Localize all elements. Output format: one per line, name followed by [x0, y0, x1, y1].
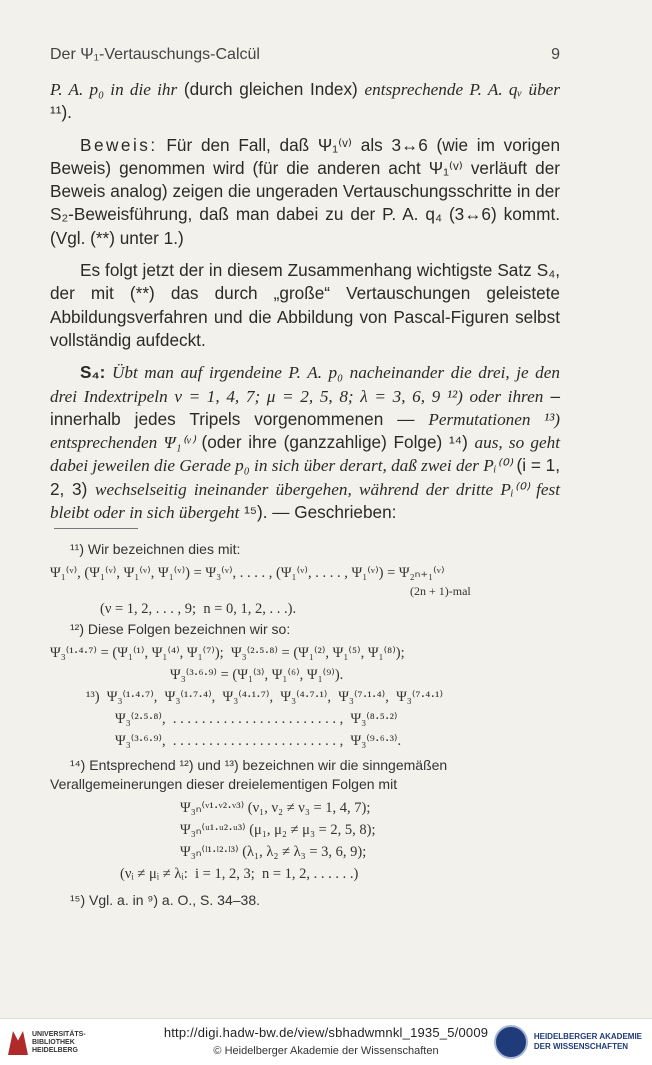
theorem-text-italic: wechselseitig ineinander übergehen, während der dritte Pᵢ⁽⁰⁾ fest bleibt oder in sich übergeht [50, 479, 560, 523]
formula-line: Ψ₃ₙ⁽ˡ¹·ˡ²·ˡ³⁾ (λ₁, λ₂ ≠ λ₃ = 3, 6, 9); [180, 844, 367, 860]
proof-label: Beweis: [80, 134, 158, 155]
page-url-link[interactable]: http://digi.hadw-bw.de/view/sbhadwmnkl_1935_5/0009 [163, 1025, 489, 1040]
footnote-15: ¹⁵) Vgl. a. in ⁹) a. O., S. 34–38. [70, 892, 260, 908]
footnote-12: ¹²) Diese Folgen bezeichnen wir so: [70, 621, 291, 637]
viewer-footer [0, 1018, 652, 1065]
formula-line: Ψ₃⁽²·⁵·⁸⁾, . . . . . . . . . . . . . . . . . . . . . . . , Ψ₃⁽⁸·⁵·²⁾ [115, 711, 398, 727]
paragraph-theorem [50, 361, 560, 524]
running-header [50, 46, 560, 64]
academy-logo-line2: DER WISSENSCHAFTEN [533, 1042, 629, 1051]
text-normal: (durch gleichen Index) [177, 79, 365, 99]
theorem-text-italic: aus, so geht dabei jeweilen die Gerade p₀ in sich über derart, daß zwei der Pᵢ⁽⁰⁾ [50, 433, 560, 476]
theorem-intro-text: Es folgt jetzt der in diesem Zusammenhang wichtigste Satz S₄, der mit (**) das durch „große“ Vertauschungen geleistete Abbildungsverfahren und die Abbildung von Pascal-Figuren selbst vollständig aufdeckt. [50, 260, 560, 350]
theorem-text-normal: (i = 1, 2, 3) [50, 455, 561, 499]
theorem-text-normal: – innerhalb jedes Tripels vorgenommenen — [50, 385, 560, 429]
formula-line: (ν = 1, 2, . . . , 9; n = 0, 1, 2, . . .). [100, 601, 297, 617]
formula-line: Ψ₃⁽¹·⁴·⁷⁾ = (Ψ₁⁽¹⁾, Ψ₁⁽⁴⁾, Ψ₁⁽⁷⁾); Ψ₃⁽²·⁵·⁸⁾ = (Ψ₁⁽²⁾, Ψ₁⁽⁵⁾, Ψ₁⁽⁸⁾); [50, 645, 405, 661]
footnote-11: ¹¹) Wir bezeichnen dies mit: [70, 541, 241, 557]
copyright-notice: © Heidelberger Akademie der Wissenschaften [213, 1045, 439, 1057]
formula-line: Ψ₃⁽³·⁶·⁹⁾, . . . . . . . . . . . . . . . . . . . . . . . , Ψ₃⁽⁹·⁶·³⁾. [115, 733, 402, 749]
academy-logo[interactable] [494, 1025, 642, 1059]
academy-logo-line1: HEIDELBERGER AKADEMIE [533, 1032, 642, 1041]
theorem-text-italic: Permutationen ¹³) entsprechenden Ψ₁⁽ᵛ⁾ [50, 409, 560, 453]
academy-logo-text [534, 1032, 642, 1052]
formula-line: Ψ₃ₙ⁽ᵛ¹·ᵛ²·ᵛ³⁾ (ν₁, ν₂ ≠ ν₃ = 1, 4, 7); [180, 800, 371, 816]
paragraph-continuation [50, 78, 560, 125]
formula-line: Ψ₃ₙ⁽ᵘ¹·ᵘ²·ᵘ³⁾ (μ₁, μ₂ ≠ μ₃ = 2, 5, 8); [180, 822, 376, 838]
proof-text: Für den Fall, daß Ψ₁⁽ᵛ⁾ als 3↔6 (wie im vorigen Beweis) genommen wird (für die anderen acht Ψ₁⁽ᵛ⁾ verläuft der Beweis analog) zeigen die ungeraden Vertauschungsschritte in der S₂-Beweisführung, daß man dabei zu der P. A. q₄ (3↔6) kommt. (Vgl. (**) unter 1.) [50, 134, 560, 248]
paragraph-theorem-intro [50, 259, 560, 352]
main-text [50, 78, 560, 533]
theorem-text-italic: Übt man auf irgendeine P. A. p₀ nacheinander die drei, je den drei Indextripeln ν = 1, 4, 7; μ = 2, 5, 8; λ = 3, 6, 9 ¹²) oder ihren [50, 363, 560, 406]
theorem-text-normal: ¹⁵). — Geschrieben: [239, 502, 397, 523]
page-number: 9 [551, 46, 560, 63]
academy-seal-icon [494, 1025, 528, 1059]
library-logo-text: UNIVERSITÄTS-BIBLIOTHEK HEIDELBERG [32, 1031, 86, 1054]
footnote-13: ¹³) Ψ₃⁽¹·⁴·⁷⁾, Ψ₃⁽¹·⁷·⁴⁾, Ψ₃⁽⁴·¹·⁷⁾, Ψ₃⁽⁴·⁷·¹⁾, Ψ₃⁽⁷·¹·⁴⁾, Ψ₃⁽⁷·⁴·¹⁾ [86, 689, 444, 705]
text-italic: entsprechende P. A. qᵥ über [364, 80, 560, 99]
footnotes [50, 540, 562, 913]
header-title: Der Ψ₁-Vertauschungs-Calcül [50, 46, 260, 63]
formula-line: (νᵢ ≠ μᵢ ≠ λᵢ: i = 1, 2, 3; n = 1, 2, . . . . . .) [120, 866, 359, 882]
formula-line: Ψ₃⁽³·⁶·⁹⁾ = (Ψ₁⁽³⁾, Ψ₁⁽⁶⁾, Ψ₁⁽⁹⁾). [170, 667, 344, 683]
formula-line: Ψ₁⁽ᵛ⁾, (Ψ₁⁽ᵛ⁾, Ψ₁⁽ᵛ⁾, Ψ₁⁽ᵛ⁾) = Ψ₃⁽ᵛ⁾, . . . . , (Ψ₁⁽ᵛ⁾, . . . . , Ψ₁⁽ᵛ⁾) = Ψ₂ₙ₊₁⁽ᵛ⁾ [50, 565, 445, 581]
formula-line: (2n + 1)-mal [410, 584, 471, 598]
footnote-divider [54, 528, 138, 529]
text-italic: P. A. p₀ in die ihr [50, 80, 178, 99]
theorem-label: S₄: [80, 362, 106, 383]
footnote-ref: ¹¹). [50, 102, 72, 123]
theorem-text-normal: (oder ihre (ganzzahlige) Folge) ¹⁴) [194, 432, 475, 453]
footnote-14: ¹⁴) Entsprechend ¹²) und ¹³) bezeichnen wir die sinngemäßen Verallgemeinerungen dieser dreielementigen Folgen mit [50, 757, 448, 792]
paragraph-proof [50, 134, 560, 250]
